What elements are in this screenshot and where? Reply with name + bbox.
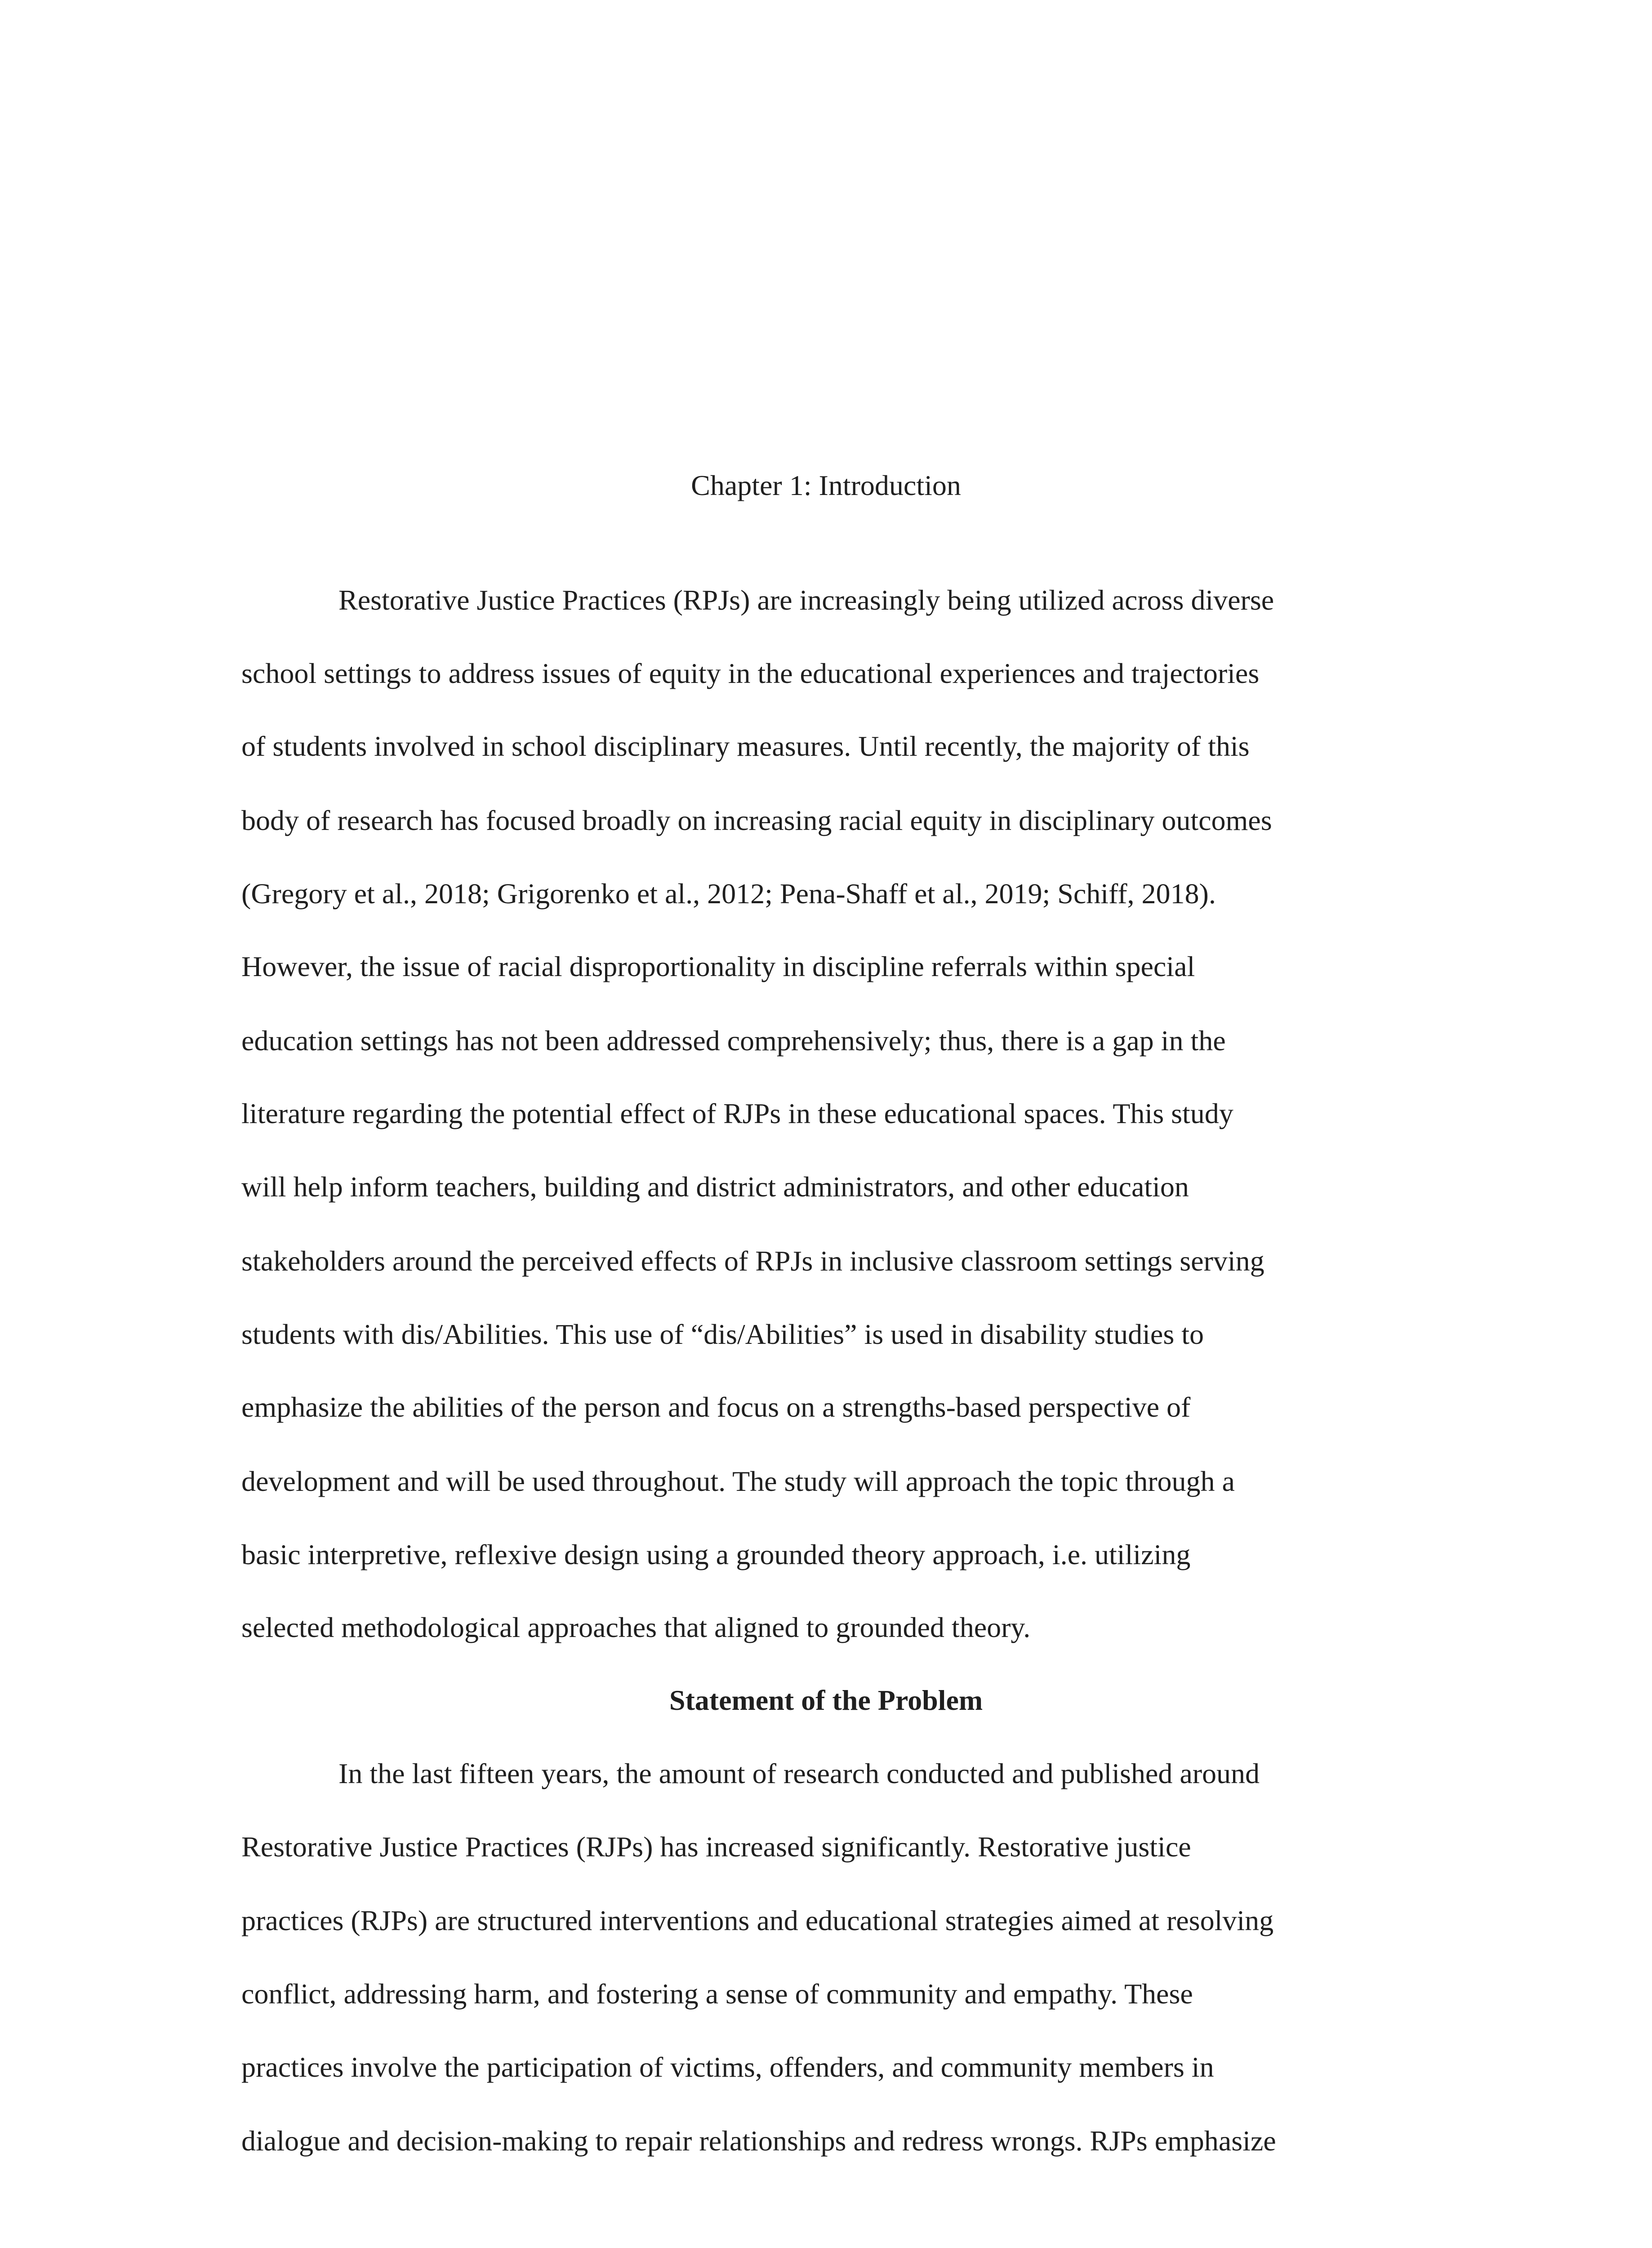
- paragraph-line: dialogue and decision-making to repair relationships and redress wrongs. RJPs emphasize: [241, 2125, 1276, 2157]
- paragraph-line: practices (RJPs) are structured interventions and educational strategies aimed at resolving: [241, 1905, 1274, 1936]
- paragraph-line: of students involved in school disciplinary measures. Until recently, the majority of this: [241, 730, 1250, 762]
- paragraph-line: Restorative Justice Practices (RPJs) are increasingly being utilized across diverse: [338, 584, 1274, 616]
- paragraph-line: school settings to address issues of equity in the educational experiences and trajectories: [241, 657, 1260, 689]
- paragraph-line: body of research has focused broadly on increasing racial equity in disciplinary outcomes: [241, 804, 1272, 836]
- paragraph-line: Restorative Justice Practices (RJPs) has increased significantly. Restorative justice: [241, 1831, 1191, 1863]
- section-heading: Statement of the Problem: [669, 1684, 983, 1716]
- paragraph-line: students with dis/Abilities. This use of “dis/Abilities” is used in disability studies to: [241, 1318, 1204, 1350]
- chapter-title: Chapter 1: Introduction: [691, 469, 961, 501]
- paragraph-line: In the last fifteen years, the amount of research conducted and published around: [338, 1757, 1260, 1789]
- paragraph-line: literature regarding the potential effect of RJPs in these educational spaces. This study: [241, 1097, 1233, 1129]
- paragraph-line: education settings has not been addressed comprehensively; thus, there is a gap in the: [241, 1025, 1226, 1057]
- paragraph-line: conflict, addressing harm, and fostering a sense of community and empathy. These: [241, 1978, 1193, 2010]
- paragraph-line: selected methodological approaches that aligned to grounded theory.: [241, 1611, 1031, 1643]
- paragraph-line: stakeholders around the perceived effects of RPJs in inclusive classroom settings serving: [241, 1245, 1265, 1277]
- paragraph-line: (Gregory et al., 2018; Grigorenko et al., 2012; Pena-Shaff et al., 2019; Schiff, 2018).: [241, 878, 1216, 910]
- paragraph-line: emphasize the abilities of the person and focus on a strengths-based perspective of: [241, 1391, 1191, 1423]
- paragraph-line: However, the issue of racial disproportionality in discipline referrals within special: [241, 950, 1195, 982]
- paragraph-line: basic interpretive, reflexive design using a grounded theory approach, i.e. utilizing: [241, 1539, 1191, 1570]
- paragraph-line: practices involve the participation of victims, offenders, and community members in: [241, 2051, 1214, 2083]
- paragraph-line: will help inform teachers, building and district administrators, and other education: [241, 1171, 1189, 1203]
- paragraph-line: development and will be used throughout. The study will approach the topic through a: [241, 1465, 1235, 1497]
